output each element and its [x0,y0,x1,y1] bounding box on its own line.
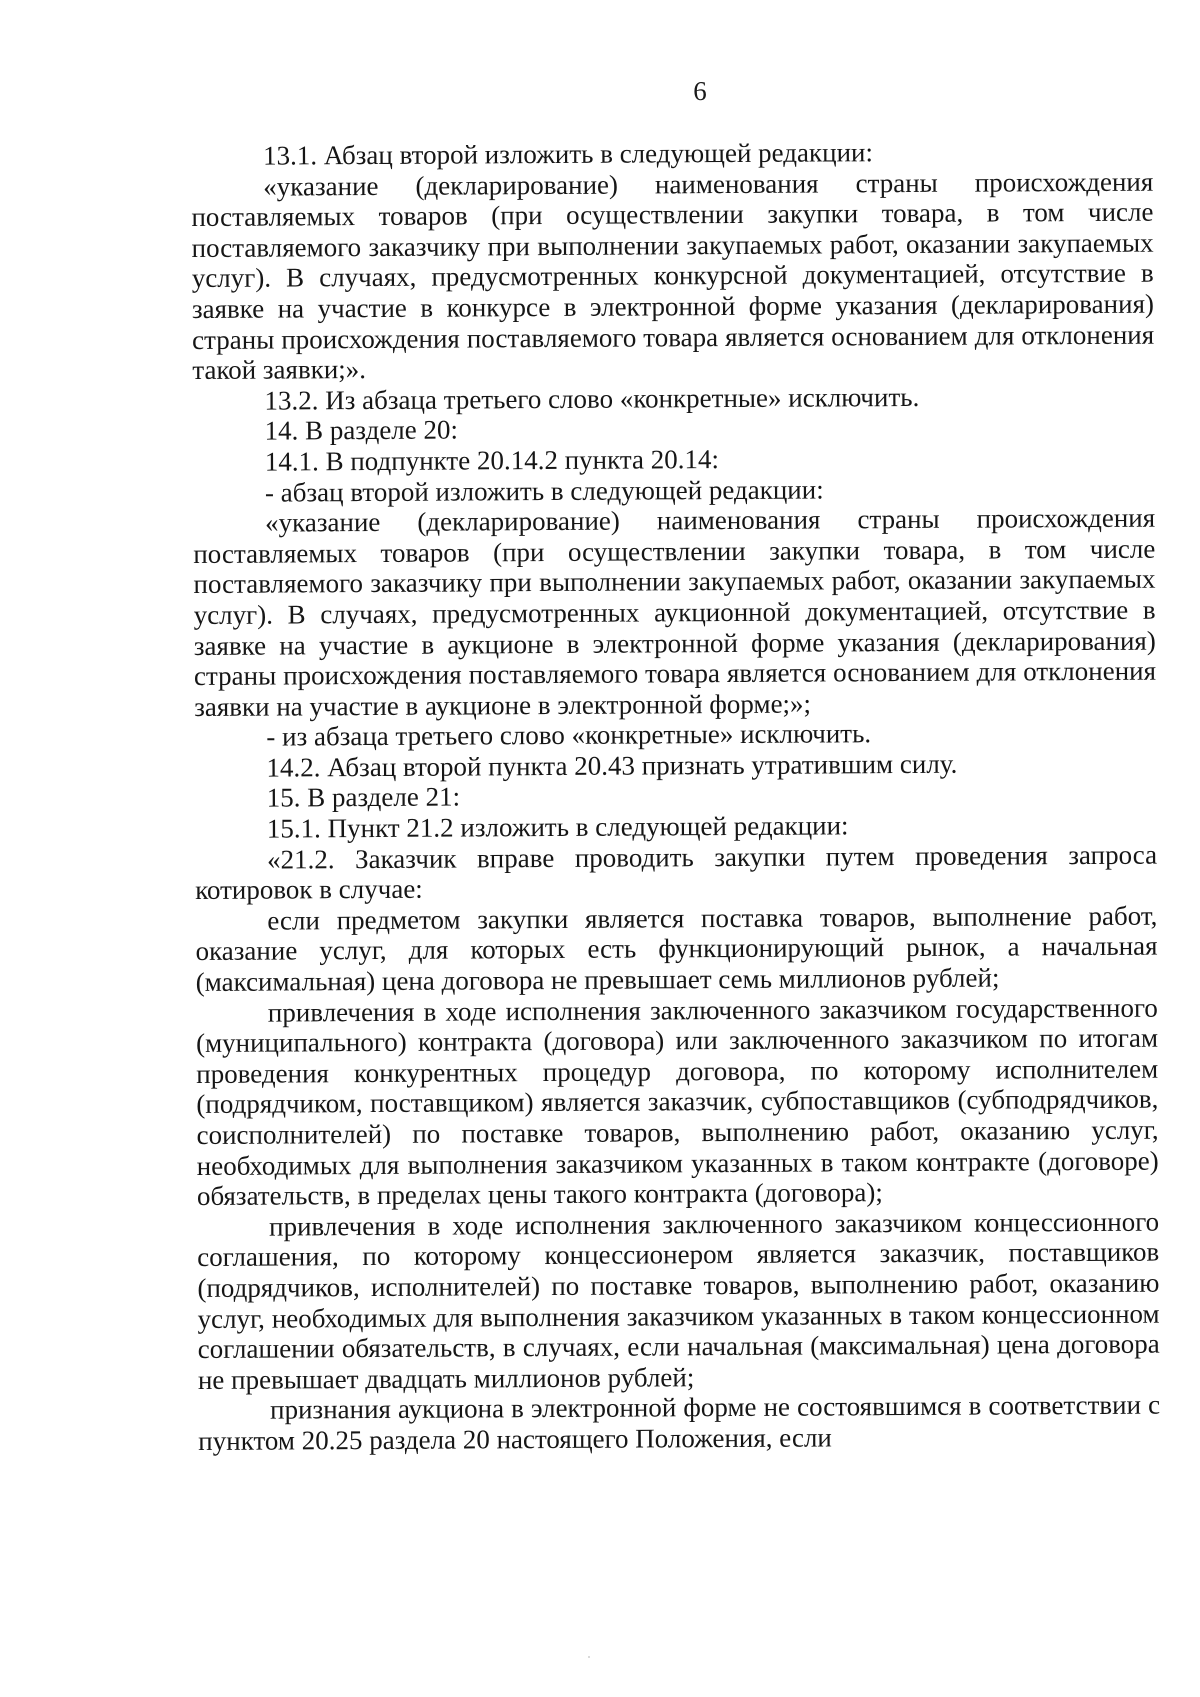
paragraph-14-1-dash-2: - из абзаца третьего слово «конкретные» исключить. [266,718,872,752]
paragraph-14-1-text: «указание (декларирование) наименования страны происхождения поставляемых товаров (при осуществлении закупки товара, в том числе поставляемого заказчику при выполнении закупаемых работ, оказании закупаемых услуг). В случаях, предусмотренных аукционной документацией, отсутствие в заявке на участие в аукционе в электронной форме указания (декларирования) страны происхождения поставляемого товара является основанием для отклонения заявки на участие в аукционе в электронной форме;»; [193,502,1157,722]
paragraph-13-1-text: «указание (декларирование) наименования страны происхождения поставляемых товаров (при осуществлении закупки товара, в том числе поставляемого заказчику при выполнении закупаемых работ, оказании закупаемых услуг). В случаях, предусмотренных конкурсной документацией, отсутствие в заявке на участие в конкурсе в электронной форме указания (декларирования) страны происхождения поставляемого товара является основанием для отклонения такой заявки;». [191,166,1155,386]
paragraph-13-2: 13.2. Из абзаца третьего слово «конкретные» исключить. [264,381,920,416]
paragraph-14-2: 14.2. Абзац второй пункта 20.43 признать утратившим силу. [266,748,958,783]
scan-speck [588,1656,590,1658]
paragraph-21-2-case-2: привлечения в ходе исполнения заключенного заказчиком государственного (муниципального) контракта (договора) или заключенного заказчиком по итогам проведения конкурентных процедур договора, по которому исполнителем (подрядчиком, поставщиком) является заказчик, субпоставщиков (субподрядчиков, соисполнителей) по поставке товаров, выполнению работ, оказанию услуг, необходимых для выполнения заказчиком указанных в таком контракте (договоре) обязательств, в пределах цены такого контракта (договора); [195,992,1159,1212]
paragraph-21-2: «21.2. Заказчик вправе проводить закупки путем проведения запроса котировок в случае: [195,839,1158,906]
paragraph-21-2-case-3: привлечения в ходе исполнения заключенного заказчиком концессионного соглашения, по которому концессионером является заказчик, поставщиков (подрядчиков, исполнителей) по поставке товаров, выполнению работ, оказанию услуг, необходимых для выполнения заказчиком указанных в таком концессионном соглашении обязательств, в случаях, если начальная (максимальная) цена договора не превышает двадцать миллионов рублей; [197,1206,1160,1395]
paragraph-14-1: 14.1. В подпункте 20.14.2 пункта 20.14: [264,443,720,477]
paragraph-21-2-case-4: признания аукциона в электронной форме не состоявшимся в соответствии с пунктом 20.25 раздела 20 настоящего Положения, если [198,1389,1161,1456]
paragraph-13-1: 13.1. Абзац второй изложить в следующей редакции: [262,137,874,171]
paragraph-15: 15. В разделе 21: [266,781,461,814]
paragraph-15-1: 15.1. Пункт 21.2 изложить в следующей редакции: [266,810,849,844]
page-number: 6 [693,76,707,106]
paragraph-21-2-case-1: если предметом закупки является поставка товаров, выполнение работ, оказание услуг, для которых есть функционирующий рынок, а начальная (максимальная) цена договора не превышает семь миллионов рублей; [195,900,1158,998]
document-body [191,136,1160,1457]
paragraph-14: 14. В разделе 20: [264,414,459,446]
paragraph-14-1-dash-1: - абзац второй изложить в следующей редакции: [264,474,824,508]
